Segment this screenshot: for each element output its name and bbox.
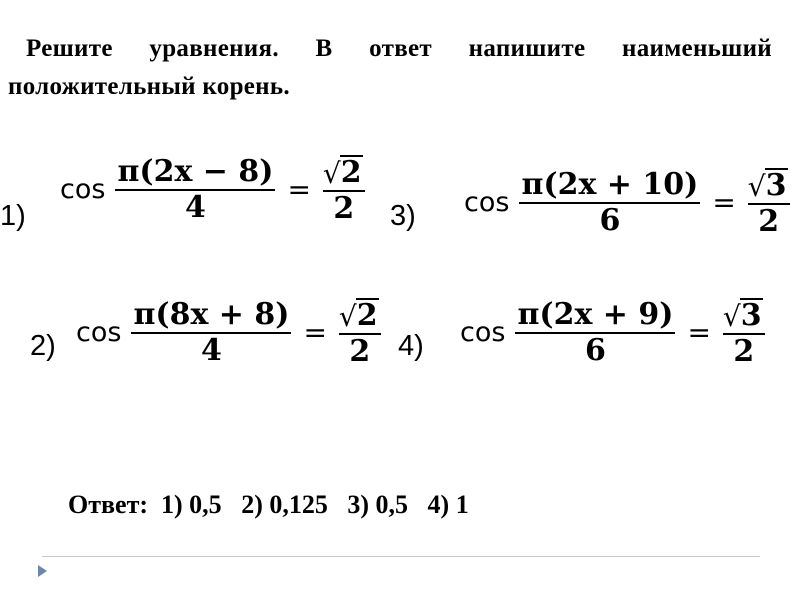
next-slide-arrow-icon[interactable] bbox=[38, 565, 47, 577]
equation-3-numerator: π(2x + 10) bbox=[521, 167, 699, 202]
equation-1-rhs-denominator: 2 bbox=[333, 190, 355, 226]
equation-3-fraction bbox=[519, 169, 700, 236]
instruction-line-1: Решите уравнения. В ответ напишите наименьший bbox=[26, 35, 772, 62]
equation-3-rhs-denominator: 2 bbox=[758, 203, 780, 239]
equation-4-sqrt bbox=[723, 298, 765, 335]
equation-3-denominator: 6 bbox=[599, 202, 621, 238]
equation-4-rhs bbox=[723, 298, 765, 367]
answer-item-1: 1) 0,5 bbox=[161, 490, 222, 519]
equation-2-radicand: 2 bbox=[356, 298, 378, 333]
equation-4-equals: = bbox=[687, 316, 711, 349]
equation-2-denominator: 4 bbox=[201, 332, 222, 368]
equation-3-sqrt bbox=[748, 168, 790, 205]
problem-4-label: 4) bbox=[398, 330, 424, 362]
equation-3 bbox=[464, 168, 794, 237]
problem-3-label: 3) bbox=[390, 200, 416, 232]
sqrt-icon: √ bbox=[322, 157, 341, 191]
answer-item-3: 3) 0,5 bbox=[347, 490, 409, 519]
equation-4-rhs-denominator: 2 bbox=[733, 333, 755, 369]
equation-2-fraction bbox=[131, 299, 291, 366]
equation-1-numerator: π(2x − 8) bbox=[117, 154, 274, 189]
equation-1-denominator: 4 bbox=[185, 189, 206, 225]
equation-1-fraction bbox=[115, 156, 275, 223]
equation-3-equals: = bbox=[712, 186, 736, 219]
equation-4-fraction bbox=[515, 299, 675, 366]
equation-2 bbox=[76, 298, 385, 367]
equation-1-equals: = bbox=[287, 173, 311, 206]
instruction-line-2: положительный корень. bbox=[8, 73, 290, 100]
sqrt-icon: √ bbox=[747, 170, 766, 204]
slide-divider bbox=[42, 556, 760, 557]
answer-label: Ответ: bbox=[68, 490, 149, 519]
equation-3-radicand: 3 bbox=[765, 168, 787, 203]
answer-item-2: 2) 0,125 bbox=[241, 490, 328, 519]
task-instruction bbox=[8, 30, 772, 106]
equation-2-numerator: π(8x + 8) bbox=[133, 297, 290, 332]
equation-1-rhs bbox=[323, 155, 365, 224]
answer-item-4: 4) 1 bbox=[427, 490, 469, 519]
equation-1-radicand: 2 bbox=[340, 155, 362, 190]
equation-2-sqrt bbox=[339, 298, 381, 335]
sqrt-icon: √ bbox=[338, 300, 357, 334]
equation-4 bbox=[460, 298, 769, 367]
equation-4-denominator: 6 bbox=[585, 332, 606, 368]
equation-1-function: cos bbox=[60, 174, 106, 205]
equation-2-equals: = bbox=[303, 316, 327, 349]
equation-3-function: cos bbox=[464, 187, 510, 218]
equation-1 bbox=[60, 155, 369, 224]
answer-line bbox=[68, 490, 469, 520]
equation-2-rhs-denominator: 2 bbox=[349, 333, 371, 369]
problem-2-label: 2) bbox=[30, 330, 56, 362]
equation-2-function: cos bbox=[76, 317, 122, 348]
problem-1-label: 1) bbox=[0, 200, 26, 232]
equation-1-sqrt bbox=[323, 155, 365, 192]
sqrt-icon: √ bbox=[722, 300, 741, 334]
equation-3-rhs bbox=[748, 168, 790, 237]
equation-4-numerator: π(2x + 9) bbox=[517, 297, 674, 332]
equation-2-rhs bbox=[339, 298, 381, 367]
equation-4-radicand: 3 bbox=[740, 298, 762, 333]
equation-4-function: cos bbox=[460, 317, 506, 348]
